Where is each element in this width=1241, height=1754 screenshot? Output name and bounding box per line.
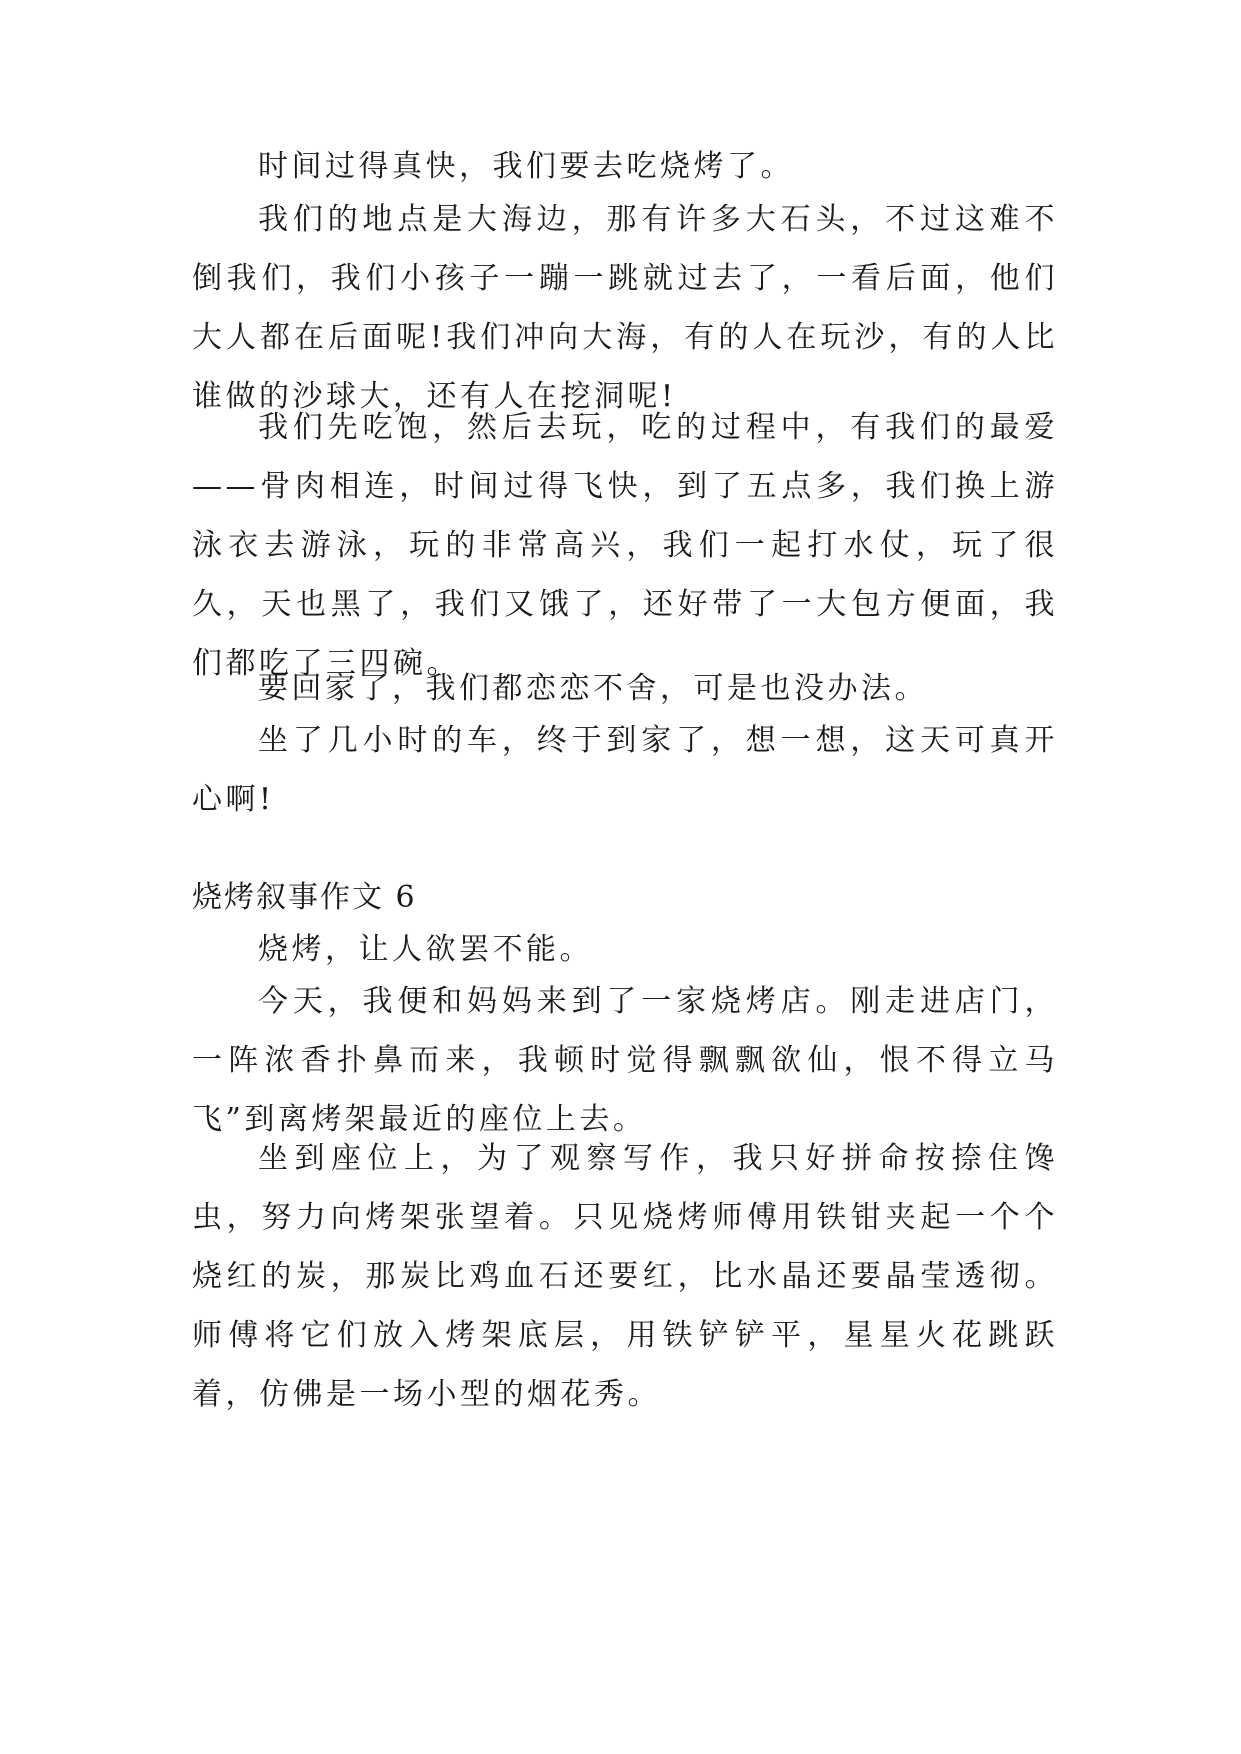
paragraph-4: 要回家了，我们都恋恋不舍，可是也没办法。 (258, 671, 928, 706)
paragraph-8: 坐到座位上，为了观察写作，我只好拼命按捺住馋虫，努力向烤架张望着。只见烧烤师傅用铁钳夹起一个个烧红的炭，那炭比鸡血石还要红，比水晶还要晶莹透彻。师傅将它们放入烤架底层，用铁铲铲平，星星火花跳跃着，仿佛是一场小型的烟花秀。 (192, 1141, 1058, 1412)
paragraph-5: 坐了几小时的车，终于到家了，想一想，这天可真开心啊! (192, 723, 1058, 817)
paragraph-6: 烧烤，让人欲罢不能。 (258, 932, 593, 967)
paragraph-2: 我们的地点是大海边，那有许多大石头，不过这难不倒我们，我们小孩子一蹦一跳就过去了，一看后面，他们大人都在后面呢!我们冲向大海，有的人在玩沙，有的人比谁做的沙球大，还有人在挖洞呢! (192, 202, 1058, 414)
paragraph-7: 今天，我便和妈妈来到了一家烧烤店。刚走进店门，一阵浓香扑鼻而来，我顿时觉得飘飘欲仙，恨不得立马飞”到离烤架最近的座位上去。 (192, 984, 1058, 1137)
paragraph-3: 我们先吃饱，然后去玩，吃的过程中，有我们的最爱——骨肉相连，时间过得飞快，到了五点多，我们换上游泳衣去游泳，玩的非常高兴，我们一起打水仗，玩了很久，天也黑了，我们又饿了，还好带了一大包方便面，我们都吃了三四碗。 (192, 410, 1058, 681)
section-title: 烧烤叙事作文 6 (192, 880, 417, 915)
paragraph-1: 时间过得真快，我们要去吃烧烤了。 (258, 149, 794, 184)
